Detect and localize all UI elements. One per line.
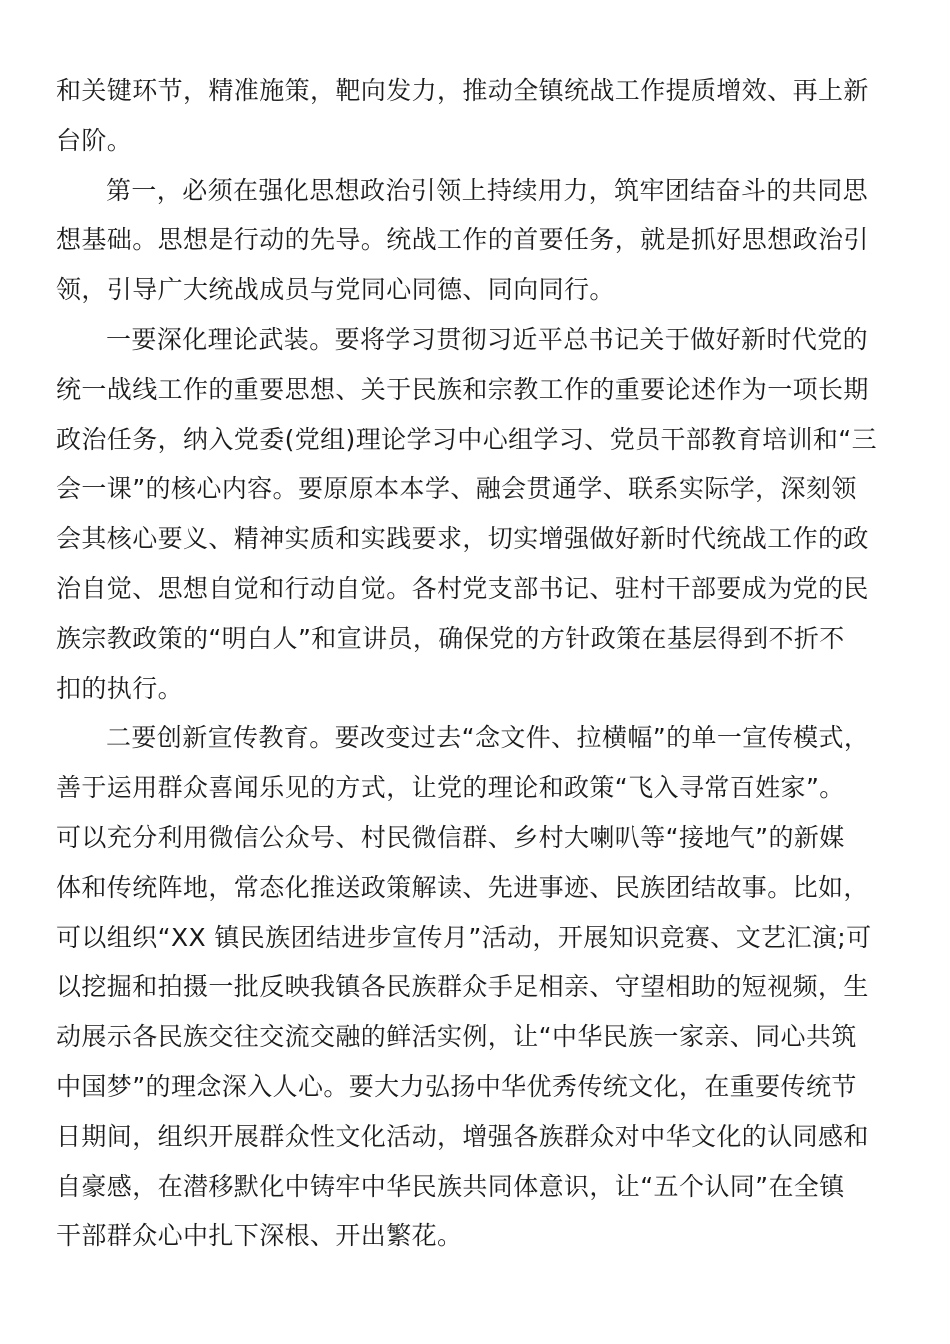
text-line: 会其核心要义、精神实质和实践要求，切实增强做好新时代统战工作的政 <box>56 524 869 554</box>
text-line: 中国梦”的理念深入人心。要大力弘扬中华优秀传统文化，在重要传统节 <box>56 1071 857 1101</box>
text-line: 第一，必须在强化思想政治引领上持续用力，筑牢团结奋斗的共同思 <box>106 175 869 205</box>
text-line: 和关键环节，精准施策，靶向发力，推动全镇统战工作提质增效、再上新 <box>56 76 869 105</box>
text-line: 日期间，组织开展群众性文化活动，增强各族群众对中华文化的认同感和 <box>56 1121 869 1151</box>
text-line: 族宗教政策的“明白人”和宣讲员，确保党的方针政策在基层得到不折不 <box>56 623 845 653</box>
paragraph-first-point <box>56 166 894 315</box>
text-line: 领，引导广大统战成员与党同心同德、同向同行。 <box>56 275 615 305</box>
paragraph-theory-study <box>56 315 894 713</box>
paragraph-publicity-education <box>56 713 894 1261</box>
paragraph-intro-continuation <box>56 66 894 166</box>
text-line: 政治任务，纳入党委(党组)理论学习中心组学习、党员干部教育培训和“三 <box>56 424 878 454</box>
text-line: 动展示各民族交往交流交融的鲜活实例，让“中华民族一家亲、同心共筑 <box>56 1022 857 1052</box>
text-line: 二要创新宣传教育。要改变过去“念文件、拉横幅”的单一宣传模式， <box>106 723 870 753</box>
text-line: 体和传统阵地，常态化推送政策解读、先进事迹、民族团结故事。比如， <box>56 872 869 902</box>
text-line: 一要深化理论武装。要将学习贯彻习近平总书记关于做好新时代党的 <box>106 324 869 354</box>
text-line: 会一课”的核心内容。要原原本本学、融会贯通学、联系实际学，深刻领 <box>56 474 857 504</box>
text-line: 以挖掘和拍摄一批反映我镇各民族群众手足相亲、守望相助的短视频，生 <box>56 972 869 1002</box>
text-line: 善于运用群众喜闻乐见的方式，让党的理论和政策“飞入寻常百姓家”。 <box>56 773 845 803</box>
text-line: 统一战线工作的重要思想、关于民族和宗教工作的重要论述作为一项长期 <box>56 374 869 404</box>
text-line: 可以组织“XX 镇民族团结进步宣传月”活动，开展知识竞赛、文艺汇演;可 <box>56 922 872 952</box>
text-line: 自豪感，在潜移默化中铸牢中华民族共同体意识，让“五个认同”在全镇 <box>56 1171 845 1201</box>
text-line: 台阶。 <box>56 125 133 155</box>
text-line: 想基础。思想是行动的先导。统战工作的首要任务，就是抓好思想政治引 <box>56 225 869 255</box>
text-line: 治自觉、思想自觉和行动自觉。各村党支部书记、驻村干部要成为党的民 <box>56 573 869 603</box>
text-line: 可以充分利用微信公众号、村民微信群、乡村大喇叭等“接地气”的新媒 <box>56 822 845 852</box>
text-line: 干部群众心中扎下深根、开出繁花。 <box>56 1221 463 1251</box>
text-line: 扣的执行。 <box>56 673 184 703</box>
